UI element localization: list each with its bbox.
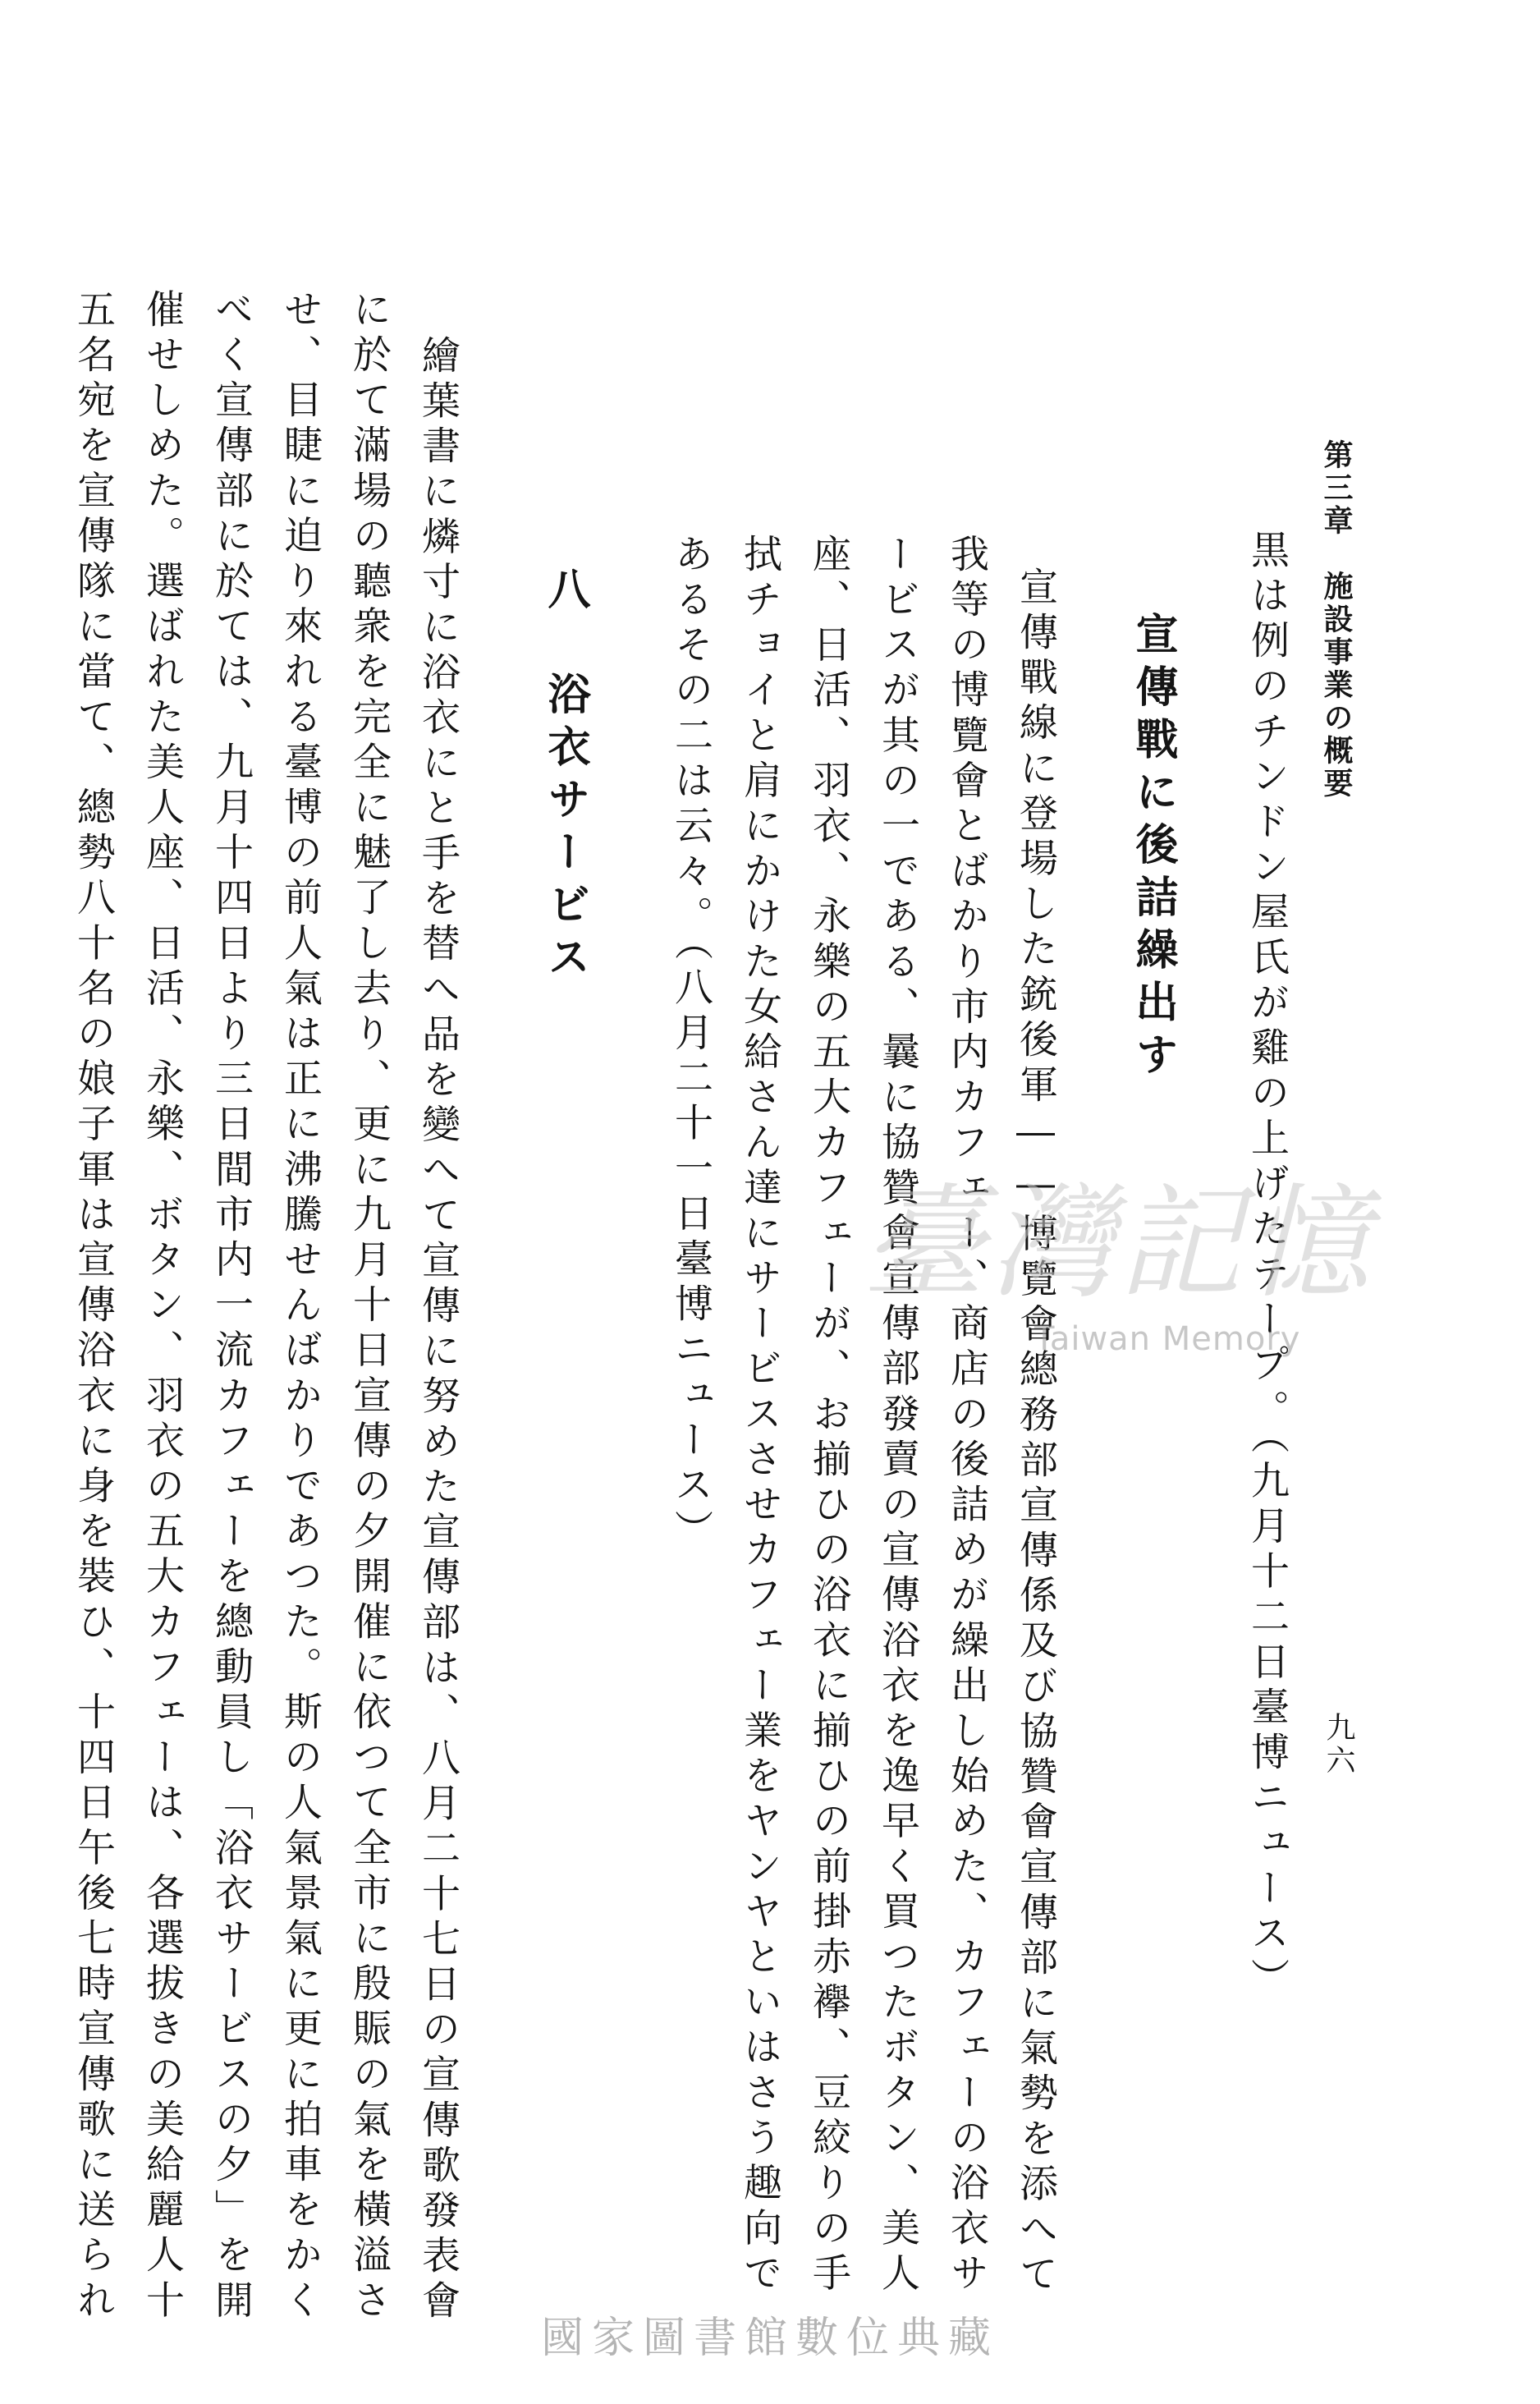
text-line: 繪葉書に燐寸に浴衣にと手を替へ品を變へて宣傳に努めた宣傳部は、八月二十七日の宣傳歌發表會 [415,335,461,2326]
text-line: ービスが其の一である、曩に協贊會宣傳部發賣の宣傳浴衣を逸早く買つたボタン、美人 [875,534,920,2298]
text-line: 我等の博覽會とばかり市内カフェー、商店の後詰めが繰出し始めた、カフェーの浴衣サ [944,534,989,2298]
section-heading-propaganda: 宣傳戰に後詰繰出す [1128,612,1177,1085]
watermark-subtitle: Taiwan Memory [1034,1320,1301,1358]
watermark-script: 臺灣記憶 [862,1172,1375,1315]
taiwan-memory-watermark [862,1172,1375,1396]
text-line: せ、目睫に迫り來れる臺博の前人氣は正に沸騰せんばかりであつた。斯の人氣景氣に更に拍車をかく [277,289,323,2325]
text-line: 宣傳戰線に登場した銃後軍――博覽會總務部宣傳係及び協贊會宣傳部に氣勢を添へて [1013,567,1058,2299]
running-head: 第三章 施設事業の概要 [1319,439,1354,801]
text-line: 催せしめた。選ばれた美人座、日活、永樂、ボタン、羽衣の五大カフェーは、各選拔きの美給麗人十 [140,289,185,2325]
text-line: 五名宛を宣傳隊に當て、總勢八十名の娘子軍は宣傳浴衣に身を裝ひ、十四日午後七時宣傳歌に送られ [71,289,116,2325]
text-line: 拭チョイと肩にかけた女給さん達にサービスさせカフェー業をヤンヤといはさう趣向で [737,534,782,2298]
archive-footer: 國家圖書館數位典藏 [540,2314,999,2363]
text-line: 座、日活、羽衣、永樂の五大カフェーが、お揃ひの浴衣に揃ひの前掛赤襷、豆絞りの手 [806,534,851,2298]
text-line: べく宣傳部に於ては、九月十四日より三日間市内一流カフェーを總動員し「浴衣サービスの夕」を開 [209,289,254,2325]
section-heading-yukata-service: 八 浴衣サービス [540,567,589,987]
text-line: に於て滿場の聽衆を完全に魅了し去り、更に九月十日宣傳の夕開催に依つて全市に殷賑の氣を橫溢さ [346,289,392,2325]
text-line: あるその二は云々。（八月二十一日臺博ニュース） [668,534,713,1555]
continuation-line: 黒は例のチンドン屋氏が雞の上げたテープ。（九月十二日臺博ニュース） [1244,530,1290,2003]
page-number: 九六 [1322,1712,1355,1778]
